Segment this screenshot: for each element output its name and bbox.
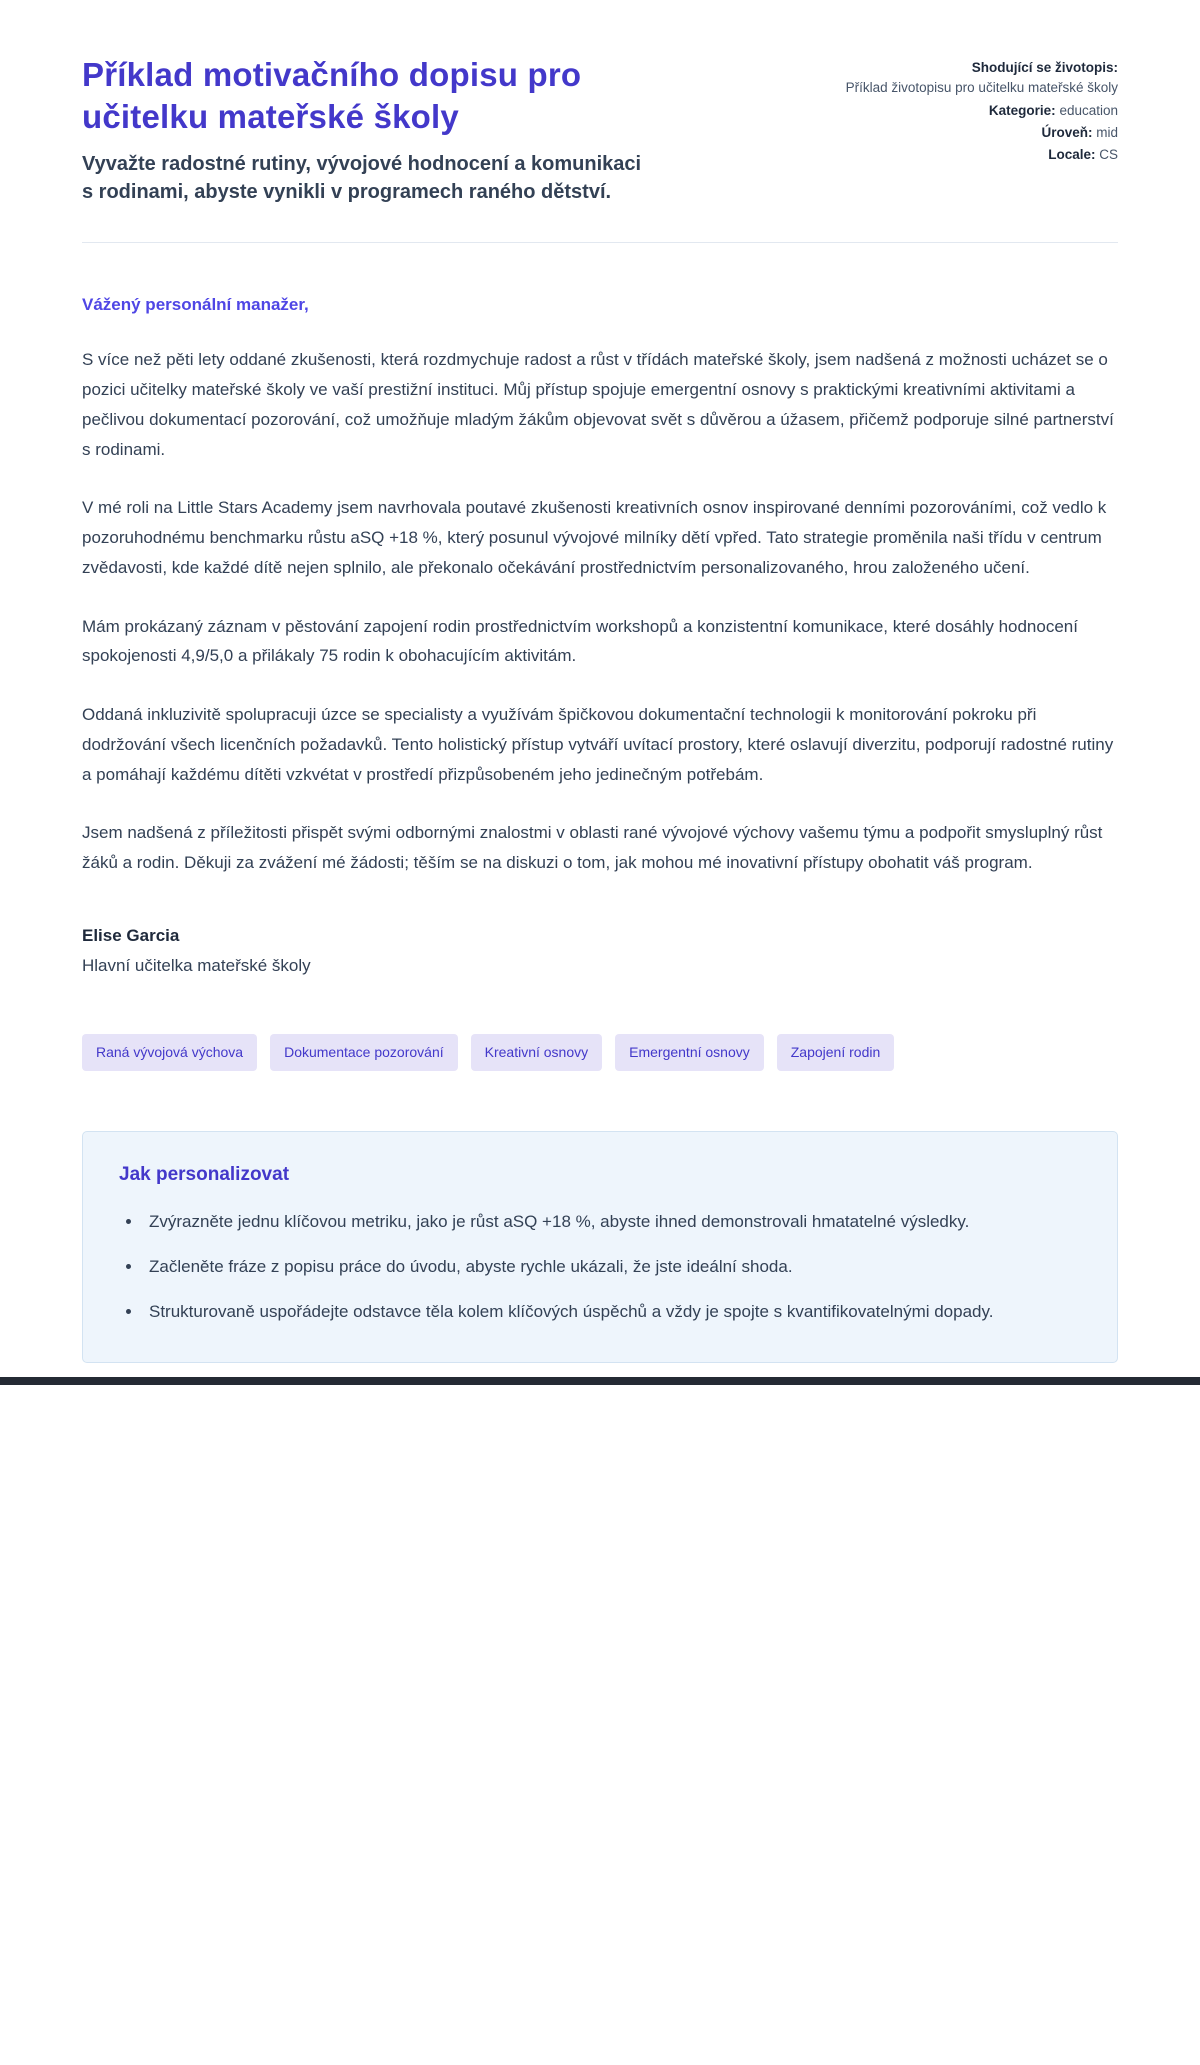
letter-paragraph-4: Oddaná inkluzivitě spolupracuji úzce se specialisty a využívám špičkovou dokumentační technologii k monitorování pokroku při dodržování všech licenčních požadavků. Tento holistický přístup vytváří uvítací prostory, které oslavují diverzitu, podporují radostné rutiny a pomáhají každému dítěti vzkvétat v prostředí přizpůsobeném jeho jedinečným potřebám. — [82, 705, 1114, 784]
cover-letter-page — [82, 0, 1118, 1363]
locale-value: CS — [1099, 147, 1118, 162]
footer-bar — [0, 1377, 1200, 1385]
locale-label: Locale: — [1048, 147, 1096, 162]
meta-panel — [818, 54, 1118, 167]
tag-creative-curriculum: Kreativní osnovy — [471, 1034, 603, 1071]
letter-paragraph-3: Mám prokázaný záznam v pěstování zapojení rodin prostřednictvím workshopů a konzistentní komunikace, které dosáhly hodnocení spokojenosti 4,9/5,0 a přilákaly 75 rodin k obohacujícím aktivitám. — [82, 616, 1078, 666]
tip-item-2: • Začleněte fráze z popisu práce do úvodu, abyste rychle ukázali, že jste ideální shoda. — [143, 1253, 1081, 1282]
meta-level — [818, 123, 1118, 143]
signature-name: Elise Garcia — [82, 925, 180, 945]
letter-paragraph-2: V mé roli na Little Stars Academy jsem navrhovala poutavé zkušenosti kreativních osnov inspirované denními pozorováními, což vedlo k pozoruhodnému benchmarku růstu aSQ +18 %, který posunul vývojové milníky dětí vpřed. Tato strategie proměnila naši třídu v centrum zvědavosti, kde každé dítě nejen splnilo, ale překonalo očekávání prostřednictvím personalizovaného, hrou založeného učení. — [82, 498, 1107, 577]
page-title: Příklad motivačního dopisu pro učitelku mateřské školy — [82, 56, 582, 136]
letter-body — [82, 295, 1118, 976]
tag-emergent-curriculum: Emergentní osnovy — [615, 1034, 764, 1071]
meta-category — [818, 101, 1118, 121]
tips-list — [119, 1208, 1081, 1327]
header-divider — [82, 242, 1118, 243]
letter-paragraph-1: S více než pěti lety oddané zkušenosti, která rozdmychuje radost a růst v třídách mateřské školy, jsem nadšená z možnosti ucházet se o pozici učitelky mateřské školy ve vaší prestižní instituci. Můj přístup spojuje emergentní osnovy s praktickými kreativními aktivitami a pečlivou dokumentací pozorování, což umožňuje mladým žákům objevovat svět s důvěrou a úžasem, přičemž podporuje silné partnerství s rodinami. — [82, 350, 1114, 459]
tip-item-1: • Zvýrazněte jednu klíčovou metriku, jako je růst aSQ +18 %, abyste ihned demonstrovali hmatatelné výsledky. — [143, 1208, 1081, 1237]
page-subtitle: Vyvažte radostné rutiny, vývojové hodnocení a komunikaci s rodinami, abyste vynikli v programech raného dětství. — [82, 153, 642, 204]
tip-item-3: • Strukturovaně uspořádejte odstavce těla kolem klíčových úspěchů a vždy je spojte s kvantifikovatelnými dopady. — [143, 1298, 1081, 1327]
meta-locale — [818, 145, 1118, 165]
level-label: Úroveň: — [1041, 124, 1093, 140]
category-label: Kategorie: — [988, 102, 1056, 118]
page-header — [82, 54, 1118, 206]
level-value: mid — [1096, 124, 1118, 140]
meta-matching-resume — [818, 58, 1118, 99]
letter-greeting: Vážený personální manažer, — [82, 295, 309, 315]
tag-observation-docs: Dokumentace pozorování — [270, 1034, 458, 1071]
tag-early-childhood: Raná vývojová výchova — [82, 1034, 257, 1071]
tag-family-engagement: Zapojení rodin — [777, 1034, 895, 1071]
matching-resume-value: Příklad životopisu pro učitelku mateřské školy — [845, 80, 1118, 96]
signature-title: Hlavní učitelka mateřské školy — [82, 955, 311, 975]
matching-resume-label: Shodující se životopis: — [971, 60, 1118, 75]
header-title-block — [82, 54, 702, 206]
tag-list — [82, 1034, 1118, 1071]
letter-paragraph-5: Jsem nadšená z příležitosti přispět svými odbornými znalostmi v oblasti rané vývojové výchovy vašemu týmu a podpořit smysluplný růst žáků a rodin. Děkuji za zvážení mé žádosti; těším se na diskuzi o tom, jak mohou mé inovativní přístupy obohatit váš program. — [82, 823, 1103, 873]
tips-title: Jak personalizovat — [119, 1163, 290, 1185]
category-value: education — [1059, 102, 1118, 118]
tips-box — [82, 1131, 1118, 1364]
